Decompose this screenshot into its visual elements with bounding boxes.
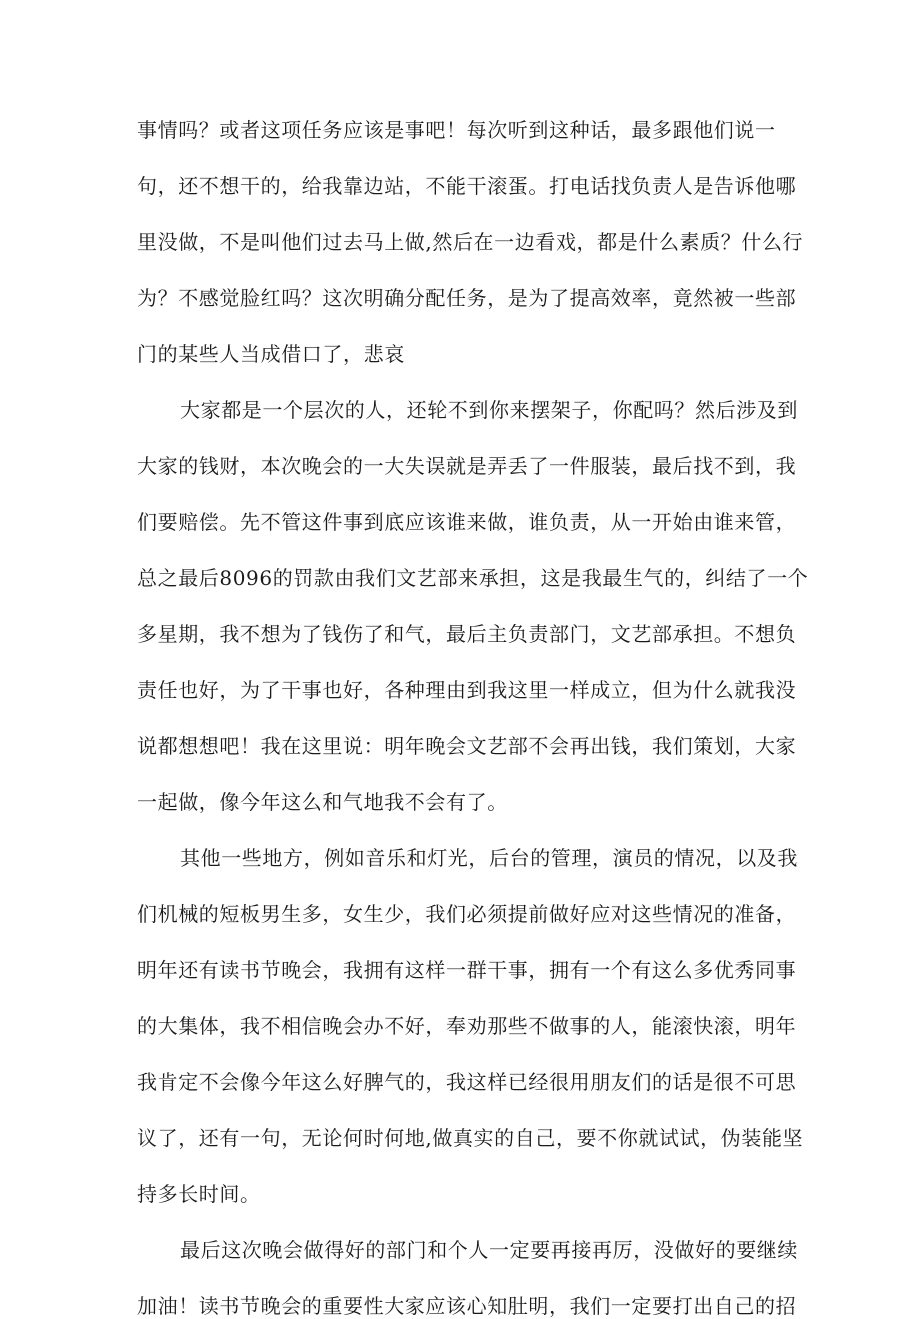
text-line: 多星期，我不想为了钱伤了和气，最后主负责部门，文艺部承担。不想负 xyxy=(137,622,797,646)
text-line: 其他一些地方，例如音乐和灯光，后台的管理，演员的情况，以及我 xyxy=(180,846,798,870)
text-line: 门的某些人当成借口了，悲哀 xyxy=(137,342,405,366)
text-line: 我肯定不会像今年这么好脾气的，我这样已经很用朋友们的话是很不可思 xyxy=(137,1070,797,1094)
text-line: 句，还不想干的，给我靠边站，不能干滚蛋。打电话找负责人是告诉他哪 xyxy=(137,174,797,198)
text-line: 明年还有读书节晚会，我拥有这样一群干事，拥有一个有这么多优秀同事 xyxy=(137,958,797,982)
text-line: 事情吗？或者这项任务应该是事吧！每次听到这种话，最多跟他们说一 xyxy=(137,118,776,142)
text-line: 为？不感觉脸红吗？这次明确分配任务，是为了提高效率，竟然被一些部 xyxy=(137,286,797,310)
text-line: 议了，还有一句，无论何时何地,做真实的自己，要不你就试试，伪装能坚 xyxy=(137,1126,804,1150)
text-line: 总之最后8096的罚款由我们文艺部来承担，这是我最生气的，纠结了一个 xyxy=(137,566,809,590)
text-line: 说都想想吧！我在这里说：明年晚会文艺部不会再出钱，我们策划，大家 xyxy=(137,734,797,758)
text-line: 加油！读书节晚会的重要性大家应该心知肚明，我们一定要打出自己的招 xyxy=(137,1294,797,1318)
text-line: 们机械的短板男生多，女生少，我们必须提前做好应对这些情况的准备， xyxy=(137,902,797,926)
text-line: 一起做，像今年这么和气地我不会有了。 xyxy=(137,790,508,814)
text-line: 最后这次晚会做得好的部门和个人一定要再接再厉，没做好的要继续 xyxy=(180,1238,798,1262)
text-line: 大家都是一个层次的人，还轮不到你来摆架子，你配吗？然后涉及到 xyxy=(180,398,798,422)
text-line: 们要赔偿。先不管这件事到底应该谁来做，谁负责，从一开始由谁来管， xyxy=(137,510,797,534)
text-line: 里没做，不是叫他们过去马上做,然后在一边看戏，都是什么素质？什么行 xyxy=(137,230,804,254)
text-line: 责任也好，为了干事也好，各种理由到我这里一样成立，但为什么就我没 xyxy=(137,678,797,702)
text-line: 持多长时间。 xyxy=(137,1182,261,1206)
text-line: 大家的钱财，本次晚会的一大失误就是弄丢了一件服装，最后找不到，我 xyxy=(137,454,797,478)
text-line: 的大集体，我不相信晚会办不好，奉劝那些不做事的人，能滚快滚，明年 xyxy=(137,1014,797,1038)
